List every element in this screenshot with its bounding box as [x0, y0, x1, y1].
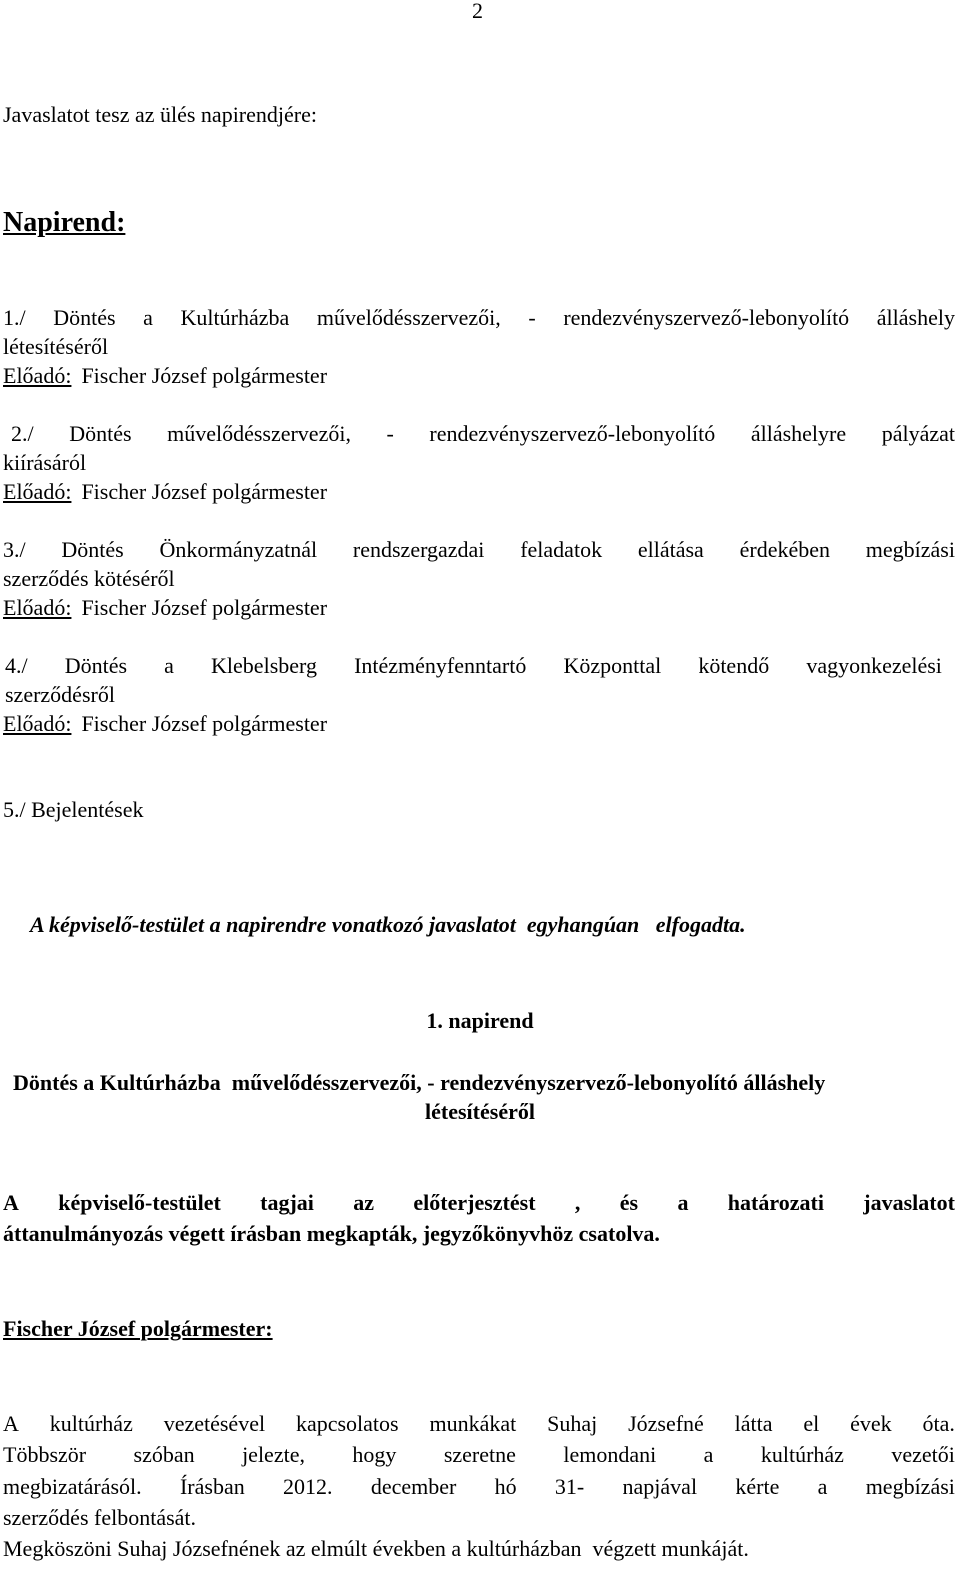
word: az	[353, 1190, 375, 1215]
word: megbízási	[865, 1474, 955, 1499]
word: december	[370, 1474, 457, 1499]
word: A	[3, 1190, 19, 1215]
word: 2012.	[283, 1474, 333, 1499]
word: Intézményfenntartó	[354, 653, 527, 678]
agenda-item-4-line2: szerződésről	[5, 682, 115, 707]
word: álláshelyre	[750, 421, 847, 446]
agenda-item-3-presenter	[3, 597, 327, 619]
word: szeretne	[443, 1442, 516, 1467]
word: művelődésszervezői,	[316, 305, 501, 330]
word: feladatok	[520, 537, 603, 562]
word: Suhaj	[547, 1411, 598, 1436]
speech-line5: Megköszöni Suhaj Józsefnének az elmúlt években a kultúrházban végzett munkáját.	[3, 1536, 749, 1561]
word: javaslatot	[863, 1190, 955, 1215]
word: Klebelsberg	[211, 653, 317, 678]
word: előterjesztést	[413, 1190, 536, 1215]
word: kultúrház	[760, 1442, 844, 1467]
word: ,	[574, 1190, 581, 1215]
word: munkákat	[429, 1411, 517, 1436]
presenter-name: Fischer József polgármester	[81, 479, 328, 504]
word: Döntés	[69, 421, 132, 446]
word: a	[677, 1190, 689, 1215]
word: óta.	[922, 1411, 955, 1436]
word: Többször	[3, 1442, 87, 1467]
word: vezetői	[891, 1442, 955, 1467]
presenter-name: Fischer József polgármester	[81, 595, 328, 620]
word: pályázat	[881, 421, 955, 446]
word: kérte	[735, 1474, 780, 1499]
word: megbizatárásól.	[3, 1474, 142, 1499]
word: szóban	[133, 1442, 195, 1467]
word: Döntés	[64, 653, 128, 678]
word: -	[386, 421, 394, 446]
agenda-item-4-line1	[5, 655, 942, 677]
presenter-name: Fischer József polgármester	[81, 363, 328, 388]
section-number: 1. napirend	[426, 1008, 534, 1033]
word: tagjai	[260, 1190, 314, 1215]
word: hó	[494, 1474, 517, 1499]
word: vagyonkezelési	[806, 653, 942, 678]
resolution-text: A képviselő-testület a napirendre vonatkozó javaslatot egyhangúan elfogadta.	[30, 912, 746, 937]
presenter-label: Előadó:	[3, 363, 72, 388]
word: a	[143, 305, 153, 330]
agenda-item-2-line1	[11, 423, 955, 445]
agenda-item-2-presenter	[3, 481, 327, 503]
word: látta	[734, 1411, 773, 1436]
word: lemondani	[563, 1442, 657, 1467]
speech-line2	[3, 1444, 955, 1466]
agenda-item-1-line1	[3, 307, 955, 329]
agenda-item-3-line1	[3, 539, 955, 561]
word: megbízási	[865, 537, 955, 562]
intro-text: Javaslatot tesz az ülés napirendjére:	[3, 102, 317, 127]
agenda-heading: Napirend:	[3, 207, 126, 238]
word: 4./	[5, 653, 28, 678]
section-title-line2: létesítéséről	[425, 1099, 535, 1124]
word: és	[619, 1190, 639, 1215]
word: 2./	[11, 421, 34, 446]
word: rendezvényszervező-lebonyolító	[563, 305, 850, 330]
presenter-name: Fischer József polgármester	[81, 711, 328, 736]
word: érdekében	[739, 537, 830, 562]
agenda-item-3-line2: szerződés kötéséről	[3, 566, 175, 591]
speech-line4: szerződés felbontását.	[3, 1505, 197, 1530]
presenter-label: Előadó:	[3, 479, 72, 504]
word: ellátása	[637, 537, 704, 562]
word: Önkormányzatnál	[159, 537, 318, 562]
page-number: 2	[472, 0, 483, 23]
word: rendszergazdai	[352, 537, 485, 562]
statement-line1	[3, 1192, 955, 1214]
word: jelezte,	[242, 1442, 305, 1467]
word: Döntés	[61, 537, 124, 562]
speech-line1	[3, 1413, 955, 1435]
word: el	[803, 1411, 820, 1436]
word: Józsefné	[628, 1411, 704, 1436]
word: Döntés	[53, 305, 116, 330]
word: kultúrház	[49, 1411, 133, 1436]
word: rendezvényszervező-lebonyolító	[429, 421, 716, 446]
word: 31-	[554, 1474, 585, 1499]
statement-line2: áttanulmányozás végett írásban megkapták, jegyzőkönyvhöz csatolva.	[3, 1221, 660, 1246]
agenda-item-2-line2: kiírásáról	[3, 450, 87, 475]
word: Kultúrházba	[180, 305, 290, 330]
word: 3./	[3, 537, 26, 562]
agenda-item-5-line1: 5./ Bejelentések	[3, 797, 144, 822]
section-title-line1: Döntés a Kultúrházba művelődésszervezői, - rendezvényszervező-lebonyolító álláshely	[13, 1070, 826, 1095]
word: a	[164, 653, 174, 678]
word: napjával	[622, 1474, 698, 1499]
word: Központtal	[563, 653, 662, 678]
word: vezetésével	[163, 1411, 266, 1436]
word: kötendő	[698, 653, 770, 678]
word: A	[3, 1411, 19, 1436]
word: a	[817, 1474, 828, 1499]
word: művelődésszervezői,	[167, 421, 351, 446]
speech-line3	[3, 1476, 955, 1498]
word: álláshely	[876, 305, 955, 330]
word: évek	[850, 1411, 892, 1436]
speaker-heading: Fischer József polgármester:	[3, 1316, 273, 1341]
presenter-label: Előadó:	[3, 595, 72, 620]
agenda-item-4-presenter	[3, 713, 327, 735]
word: képviselő-testület	[58, 1190, 221, 1215]
word: Írásban	[179, 1474, 245, 1499]
word: a	[703, 1442, 714, 1467]
agenda-item-1-presenter	[3, 365, 327, 387]
presenter-label: Előadó:	[3, 711, 72, 736]
word: 1./	[3, 305, 26, 330]
word: határozati	[727, 1190, 824, 1215]
word: hogy	[352, 1442, 397, 1467]
word: kapcsolatos	[295, 1411, 399, 1436]
agenda-item-1-line2: létesítéséről	[3, 334, 109, 359]
word: -	[528, 305, 536, 330]
